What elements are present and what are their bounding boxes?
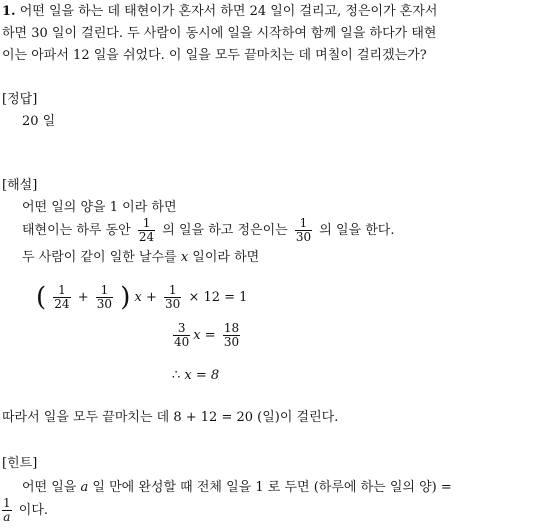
left-paren: ( bbox=[36, 282, 47, 313]
hint-text: 어떤 일을 bbox=[22, 480, 77, 495]
equation-2 bbox=[170, 322, 243, 349]
fraction bbox=[223, 322, 240, 349]
problem-text-1: 어떤 일을 하는 데 태현이가 혼자서 하면 24 일이 걸리고, 정은이가 혼자서 bbox=[19, 4, 438, 19]
solution-conclusion: 따라서 일을 모두 끝마치는 데 8 + 12 = 20 (일)이 걸린다. bbox=[2, 410, 339, 425]
fraction-denominator: 30 bbox=[96, 297, 113, 311]
math-variable: a bbox=[80, 480, 89, 495]
fraction-denominator: 30 bbox=[223, 335, 240, 349]
hint-line-2 bbox=[2, 496, 48, 526]
fraction-denominator: 30 bbox=[295, 230, 312, 244]
problem-line-2: 하면 30 일이 걸린다. 두 사람이 동시에 일을 시작하여 함께 일을 하다가 태현 bbox=[2, 26, 437, 41]
fraction-numerator: 1 bbox=[100, 283, 109, 297]
fraction-numerator: 1 bbox=[3, 496, 11, 510]
answer-heading: [정답] bbox=[2, 92, 38, 107]
fraction-numerator: 3 bbox=[177, 321, 186, 335]
fraction bbox=[53, 284, 70, 311]
fraction-denominator: 30 bbox=[165, 297, 181, 311]
fraction-numerator: 1 bbox=[58, 283, 66, 297]
equation-3 bbox=[172, 368, 219, 383]
equation-rest: × 12 = 1 bbox=[188, 290, 248, 305]
fraction bbox=[96, 284, 113, 311]
equals-sign: = bbox=[204, 328, 216, 343]
solution-text: 두 사람이 같이 일한 날수를 bbox=[22, 250, 177, 265]
answer-value: 20 일 bbox=[22, 114, 56, 129]
hint-heading: [힌트] bbox=[2, 456, 38, 471]
solution-line-1: 어떤 일의 양을 1 이라 하면 bbox=[22, 200, 177, 215]
hint-text: 일 만에 완성할 때 전체 일을 1 로 두면 (하루에 하는 일의 양) = bbox=[92, 480, 452, 495]
math-variable: x bbox=[180, 250, 189, 265]
equation-1 bbox=[36, 284, 247, 311]
fraction bbox=[164, 284, 181, 311]
fraction bbox=[138, 217, 155, 244]
hint-line-1 bbox=[22, 480, 452, 496]
fraction-numerator: 1 bbox=[299, 216, 308, 230]
therefore-symbol: ∴ bbox=[172, 368, 181, 383]
math-variable: x bbox=[193, 328, 201, 343]
solution-heading: [해설] bbox=[2, 178, 38, 193]
solution-text: 태현이는 하루 동안 bbox=[22, 223, 131, 238]
solution-line-2 bbox=[22, 216, 394, 246]
fraction-numerator: 1 bbox=[142, 216, 151, 230]
fraction-denominator: 40 bbox=[174, 335, 190, 349]
plus-sign: + bbox=[77, 290, 89, 305]
solution-text: 의 일을 하고 정은이는 bbox=[162, 223, 288, 238]
fraction bbox=[173, 322, 190, 349]
problem-line-1 bbox=[2, 4, 437, 20]
question-number: 1. bbox=[2, 4, 16, 19]
solution-text: 의 일을 한다. bbox=[319, 223, 395, 238]
fraction bbox=[295, 217, 312, 244]
fraction-denominator: a bbox=[3, 510, 11, 524]
fraction-numerator: 1 bbox=[168, 283, 177, 297]
fraction bbox=[2, 497, 12, 524]
fraction-denominator: 24 bbox=[54, 297, 70, 311]
fraction-denominator: 24 bbox=[138, 230, 155, 244]
equation-result: x = 8 bbox=[184, 368, 220, 383]
hint-text: 이다. bbox=[18, 503, 49, 518]
solution-text: 일이라 하면 bbox=[192, 250, 260, 265]
right-paren: ) bbox=[120, 282, 131, 313]
solution-line-3 bbox=[22, 250, 259, 266]
math-variable: x bbox=[134, 290, 142, 305]
problem-line-3: 이는 아파서 12 일을 쉬었다. 이 일을 모두 끝마치는 데 며칠이 걸리겠는가? bbox=[2, 48, 427, 63]
plus-sign: + bbox=[145, 290, 157, 305]
fraction-numerator: 18 bbox=[223, 321, 240, 335]
